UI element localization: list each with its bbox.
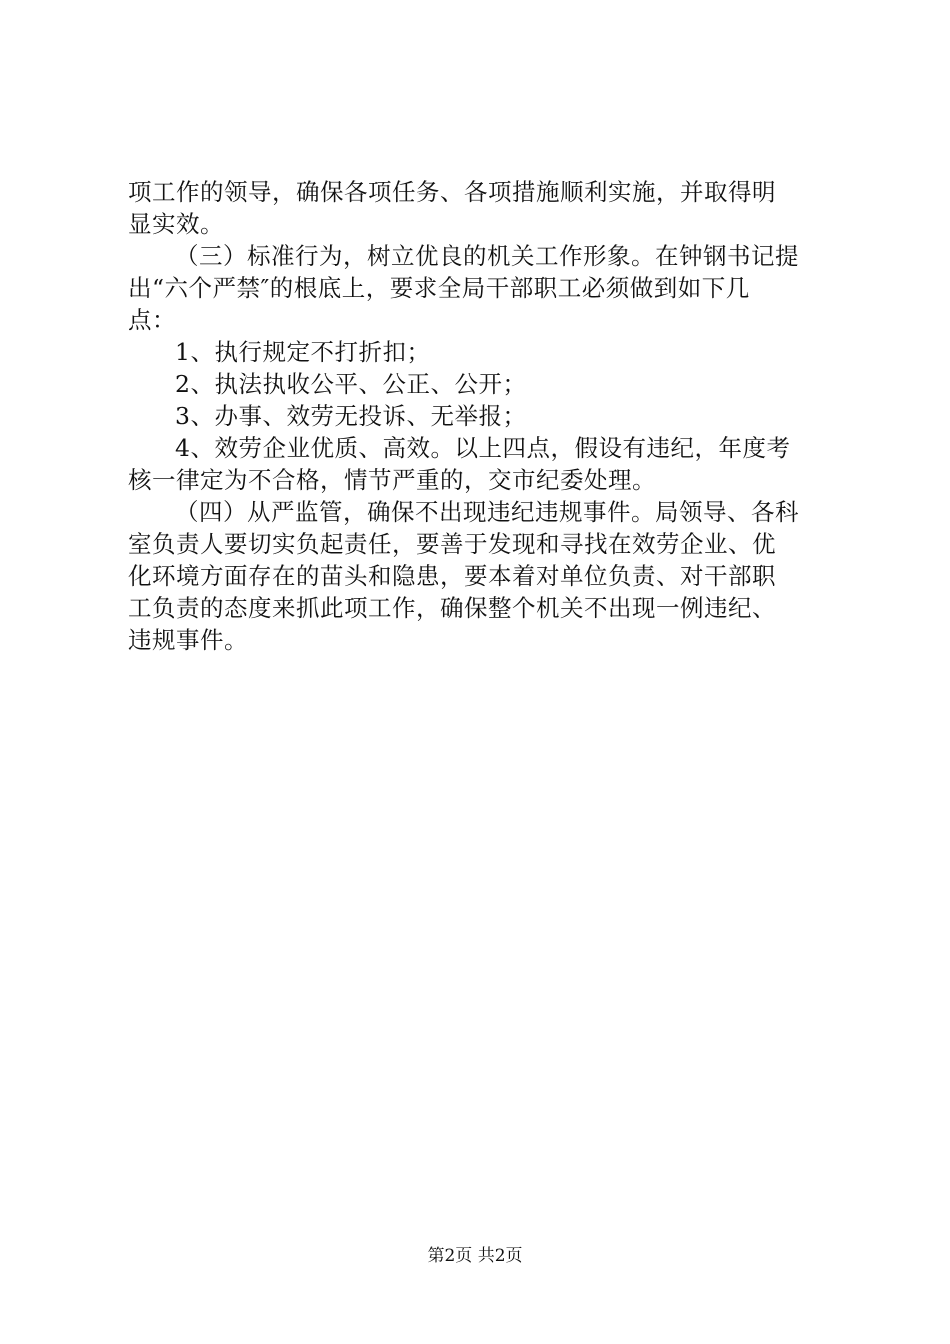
section-three-heading-line: （三）标准行为，树立优良的机关工作形象。在钟钢书记提 [175,242,799,270]
list-item-3: 3、办事、效劳无投诉、无举报； [175,402,527,430]
list-item-1: 1、执行规定不打折扣； [175,338,431,366]
list-item-2: 2、执法执收公平、公正、公开； [175,370,527,398]
body-text-line: 出“六个严禁″的根底上，要求全局干部职工必须做到如下几 [128,274,750,302]
body-text-line: 核一律定为不合格，情节严重的，交市纪委处理。 [128,466,656,494]
section-four-heading-line: （四）从严监管，确保不出现违纪违规事件。局领导、各科 [175,498,799,526]
body-text-line: 工负责的态度来抓此项工作，确保整个机关不出现一例违纪、 [128,594,776,622]
list-item-4: 4、效劳企业优质、高效。以上四点，假设有违纪，年度考 [175,434,791,462]
body-text-line: 室负责人要切实负起责任，要善于发现和寻找在效劳企业、优 [128,530,776,558]
page-number-footer: 第2页 共2页 [427,1246,523,1266]
body-text-line: 项工作的领导，确保各项任务、各项措施顺利实施，并取得明 [128,178,776,206]
body-text-line: 点： [128,306,176,334]
body-text-line: 显实效。 [128,210,224,238]
body-text-line: 违规事件。 [128,626,248,654]
body-text-line: 化环境方面存在的苗头和隐患，要本着对单位负责、对干部职 [128,562,776,590]
